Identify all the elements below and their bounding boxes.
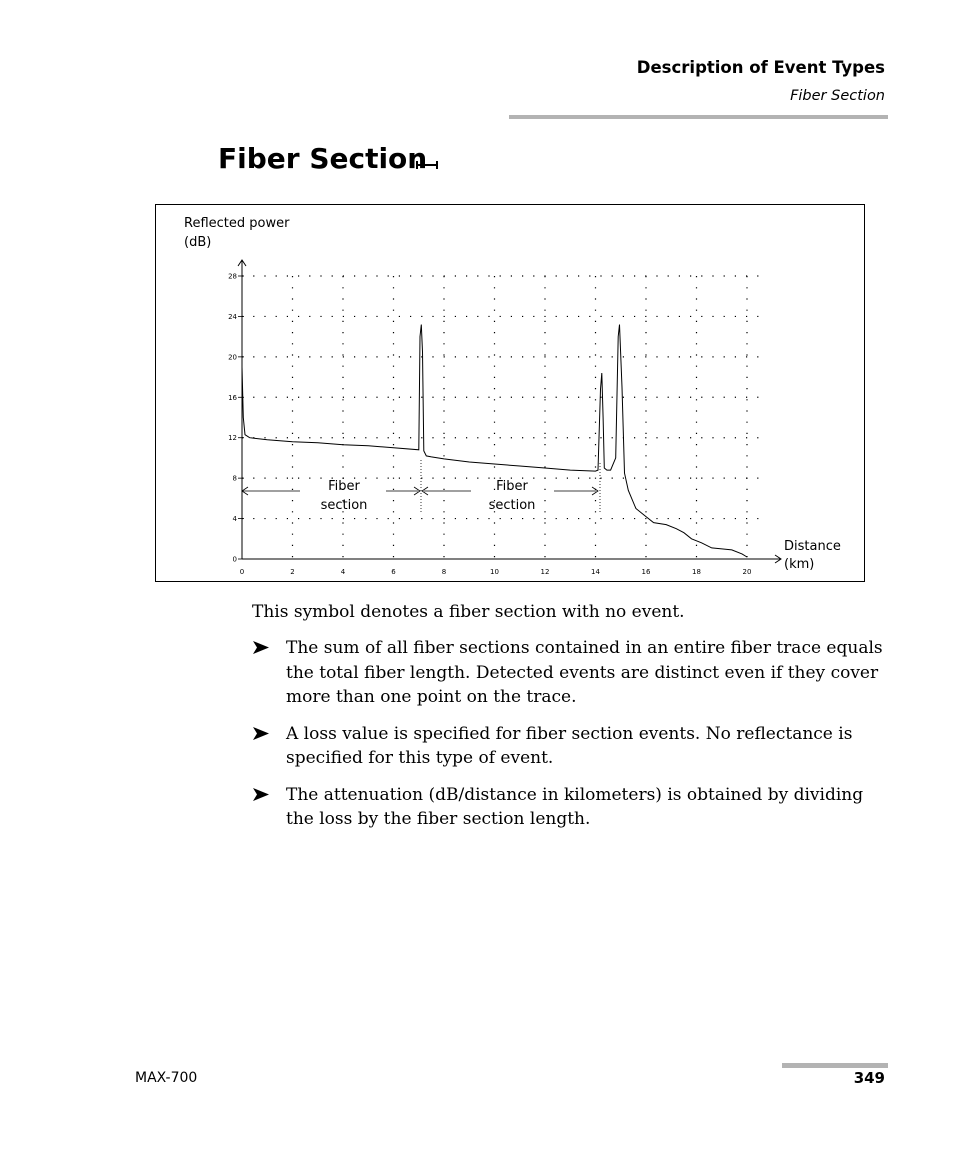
x-tick-label: 8 [441,568,447,576]
header-section-title: Description of Event Types [636,58,885,77]
arrow-bullet-icon [252,787,270,802]
y-tick-label: 0 [232,555,237,564]
header-rule [509,115,888,119]
trace-line [242,325,747,558]
x-tick-label: 12 [540,568,550,576]
footer-rule [782,1063,888,1068]
y-tick-label: 4 [232,515,237,524]
intro-text: This symbol denotes a fiber section with no event. [252,602,685,622]
footer-doc-name: MAX-700 [135,1070,198,1086]
x-tick-label: 20 [742,568,752,576]
x-tick-label: 18 [692,568,701,576]
bullet-text: A loss value is specified for fiber section events. No reflectance is specified for this type of event. [286,723,853,768]
page-title: Fiber Section [218,142,428,175]
y-axis-unit: (dB) [184,235,212,250]
y-tick-label: 20 [228,353,237,362]
y-axis-label: Reflected power [184,216,290,231]
x-tick-label: 0 [239,568,245,576]
header-subsection: Fiber Section [790,88,885,104]
x-tick-label: 16 [641,568,651,576]
x-tick-label: 2 [290,568,295,576]
x-axis-unit: (km) [784,557,815,572]
chart-ticks [228,273,751,577]
x-axis-label: Distance [784,539,841,554]
x-tick-label: 14 [591,568,600,576]
y-tick-label: 16 [228,393,237,402]
x-tick-label: 4 [340,568,346,576]
arrow-bullet-icon [252,640,270,655]
trace-chart [156,205,866,583]
y-tick-label: 12 [228,434,237,443]
page-number: 349 [853,1069,885,1087]
bullet-list [250,636,890,844]
x-tick-label: 10 [490,568,499,576]
bullet-text: The sum of all fiber sections contained in an entire fiber trace equals the total fiber length. Detected events are distinct even if they cover more than one point on the trace. [286,638,883,707]
arrow-bullet-icon [252,726,270,741]
y-tick-label: 8 [232,474,237,483]
list-item [250,783,890,832]
annotation-2-line2: section [488,498,536,513]
y-tick-label: 28 [228,272,237,281]
chart-axes [238,260,781,563]
y-tick-label: 24 [228,312,237,321]
bullet-text: The attenuation (dB/distance in kilometers) is obtained by dividing the loss by the fiber section length. [286,784,864,829]
chart-grid [242,276,761,559]
annotation-1-line2: section [320,498,368,513]
annotation-2-line1: Fiber [496,479,528,494]
annotation-1-line1: Fiber [328,479,360,494]
list-item [250,722,890,771]
fiber-section-icon [415,158,439,172]
list-item [250,636,890,710]
x-tick-label: 6 [391,568,396,576]
trace-figure [155,204,865,582]
